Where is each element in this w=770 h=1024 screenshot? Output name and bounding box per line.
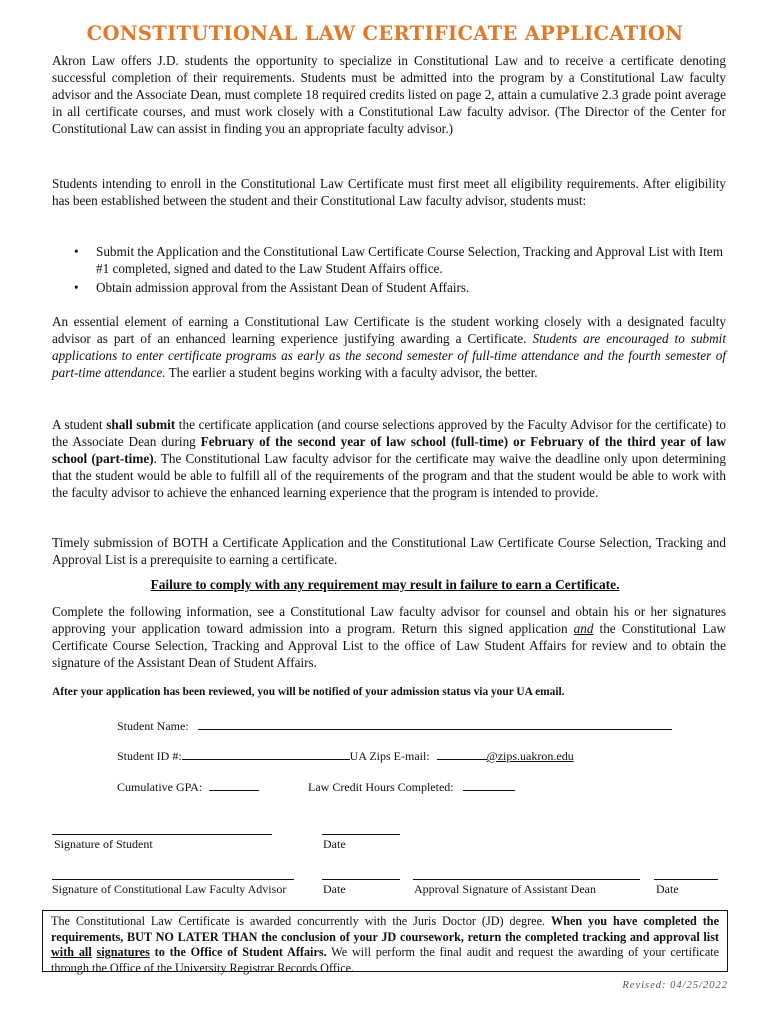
gpa-field[interactable] [209, 778, 259, 791]
intro-paragraph: Akron Law offers J.D. students the opportunity to specialize in Constitutional Law and to receive a certificate denoting successful completion of their requirements. Students must be admitted into the program by a Constitutional Law faculty advisor and the Associate Dean, must complete 18 required credits listed on page 2, attain a cumulative 2.3 grade point average in all certificate courses, and must work closely with a Constitutional Law faculty advisor. (The Director of the Center for Constitutional Law can assist in finding you an appropriate faculty advisor.) [52, 53, 726, 136]
credit-hours-field[interactable] [463, 778, 515, 791]
submit-text: A student [52, 417, 107, 432]
advisor-date-label: Date [323, 882, 346, 896]
advisor-signature-label: Signature of Constitutional Law Faculty Advisor [52, 882, 287, 896]
timely-paragraph: Timely submission of BOTH a Certificate Application and the Constitutional Law Certificate Course Selection, Tracking and Approval List is a prerequisite to earning a certificate. [52, 535, 726, 567]
requirement-item: • Submit the Application and the Constitutional Law Certificate Course Selection, Tracking and Approval List with Item #1 completed, signed and dated to the Law Student Affairs office. [52, 243, 726, 277]
dean-signature-label: Approval Signature of Assistant Dean [414, 882, 596, 896]
footer-with-all: with all [51, 945, 92, 959]
advisor-date-line[interactable] [322, 879, 400, 880]
footer-bold-text: When you have completed the requirements, BUT NO LATER THAN the conclusion of your JD coursework, return the completed tracking and approval list [51, 914, 719, 944]
essential-text: An essential element of earning a Constitutional Law Certificate is the student working closely with a designated faculty advisor as part of an enhanced learning experience justifying awarding a Certificate. [52, 314, 726, 346]
page-title: CONSTITUTIONAL LAW CERTIFICATE APPLICATION [86, 22, 684, 45]
footer-signatures: signatures [96, 945, 150, 959]
submit-text-mid: the certificate application (and course selections approved by the Faculty Advisor for the certificate) to the Associate Dean during [52, 417, 726, 449]
credit-hours-row [308, 778, 515, 795]
complete-text-end: the Constitutional Law Certificate Course Selection, Tracking and Approval List to the office of Law Student Affairs for review and to obtain the signature of the Assistant Dean of Student Affairs. [52, 621, 726, 670]
ua-email-field[interactable] [437, 747, 487, 760]
submit-deadline-text: February of the second year of law school (full-time) or February of the third year of law school (part-time) [52, 434, 726, 466]
requirement-item: • Obtain admission approval from the Assistant Dean of Student Affairs. [52, 279, 726, 296]
submit-text-end: . The Constitutional Law faculty advisor for the certificate may waive the deadline only upon determining that the student would be able to fulfill all of the requirements of the program and that the student would be able to work with the faculty advisor to achieve the enhanced learning experience that the program is intended to provide. [52, 451, 726, 500]
essential-italic-text: Students are encouraged to submit applications to enter certificate programs as early as the second semester of full-time attendance and the fourth semester of part-time attendance. [52, 331, 726, 380]
essential-paragraph [52, 313, 726, 381]
student-id-label: Student ID #: [117, 749, 182, 763]
complete-text: Complete the following information, see a Constitutional Law faculty advisor for counsel and obtain his or her signatures approving your application toward admission into a program. Return this signed application [52, 604, 726, 636]
footer-text: The Constitutional Law Certificate is awarded concurrently with the Juris Doctor (JD) degree. [51, 914, 551, 928]
dean-date-line[interactable] [654, 879, 718, 880]
student-signature-line[interactable] [52, 834, 272, 835]
ua-email-label: UA Zips E-mail: [349, 749, 430, 763]
eligibility-paragraph: Students intending to enroll in the Constitutional Law Certificate must first meet all eligibility requirements. After eligibility has been established between the student and their Constitutional Law faculty advisor, students must: [52, 176, 726, 208]
student-name-row [117, 717, 672, 734]
footer-bold-end: to the Office of Student Affairs. [149, 945, 327, 959]
footer-text-end: We will perform the final audit and request the awarding of your certificate through the Office of the University Registrar Records Office. [51, 945, 720, 975]
essential-text-end: The earlier a student begins working with a faculty advisor, the better. [165, 365, 538, 380]
student-date-label: Date [323, 837, 346, 851]
student-name-field[interactable] [198, 717, 672, 730]
complete-and-text: and [573, 621, 594, 636]
failure-warning: Failure to comply with any requirement may result in failure to earn a Certificate. [150, 577, 620, 592]
dean-signature-line[interactable] [413, 879, 640, 880]
student-signature-label: Signature of Student [54, 837, 153, 851]
submit-paragraph [52, 416, 726, 501]
revision-date: Revised: 04/25/2022 [622, 980, 728, 991]
student-name-label: Student Name: [117, 719, 189, 733]
advisor-signature-line[interactable] [52, 879, 294, 880]
gpa-row [117, 778, 259, 795]
student-date-line[interactable] [322, 834, 400, 835]
student-id-row [117, 747, 574, 764]
notification-notice: After your application has been reviewed, you will be notified of your admission status via your UA email. [52, 686, 565, 698]
submit-bold-text: shall submit [106, 417, 176, 432]
gpa-label: Cumulative GPA: [117, 780, 203, 794]
student-id-field[interactable] [182, 747, 350, 760]
dean-date-label: Date [656, 882, 679, 896]
credit-hours-label: Law Credit Hours Completed: [308, 780, 454, 794]
complete-paragraph [52, 603, 726, 671]
email-domain: @zips.uakron.edu [486, 749, 574, 763]
requirements-list [52, 243, 726, 298]
completion-notice-box [42, 910, 728, 975]
